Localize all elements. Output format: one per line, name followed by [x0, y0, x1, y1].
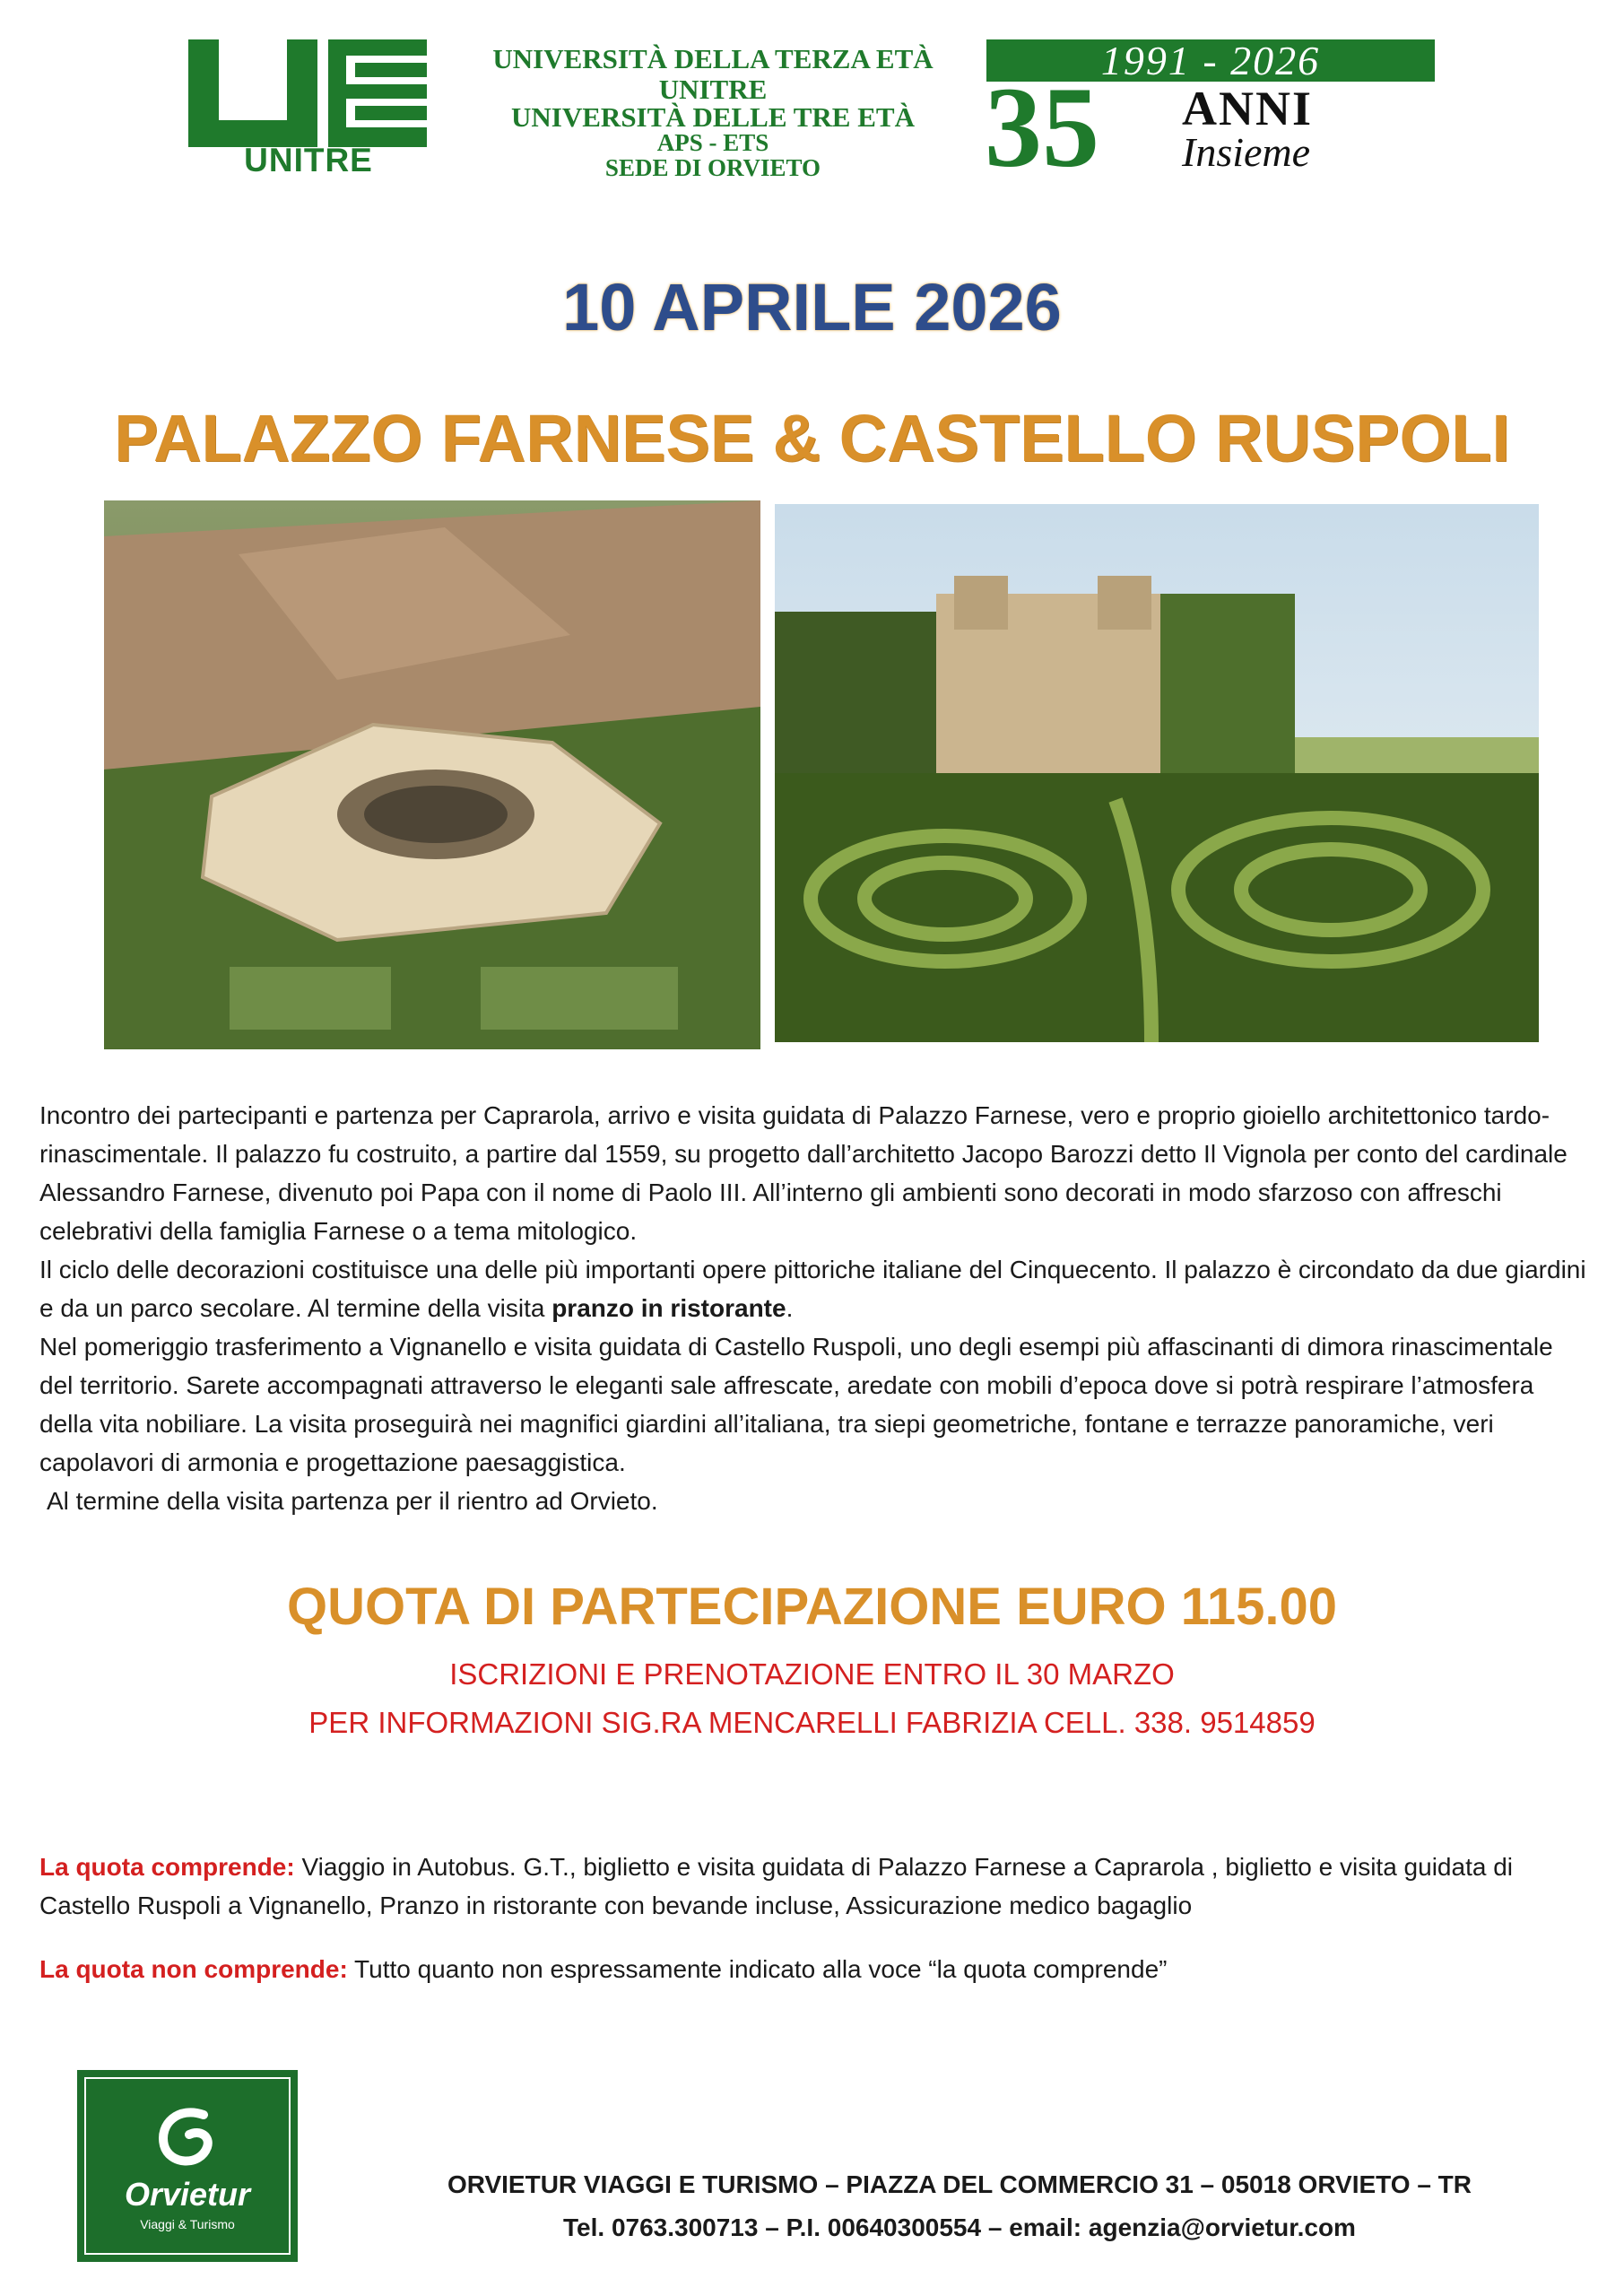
- org-line-2: UNITRE: [658, 74, 768, 105]
- orvietur-name: Orvietur: [124, 2176, 251, 2213]
- palazzo-farnese-photo: [104, 500, 760, 1049]
- participation-fee: QUOTA DI PARTECIPAZIONE EURO 115.00: [287, 1578, 1337, 1636]
- description-para-4: Al termine della visita partenza per il rientro ad Orvieto.: [47, 1487, 658, 1515]
- description-para-2-text: Il ciclo delle decorazioni costituisce una delle più importanti opere pittoriche italiane del Cinquecento. Il palazzo è circondato da due giardini e da un parco secolare. Al termine della visita: [39, 1256, 1586, 1322]
- registration-deadline: ISCRIZIONI E PRENOTAZIONE ENTRO IL 30 MARZO: [449, 1657, 1175, 1691]
- excludes-label: La quota non comprende:: [39, 1955, 348, 1983]
- org-line-4: APS - ETS: [656, 129, 769, 156]
- orvietur-tagline: Viaggi & Turismo: [140, 2217, 235, 2231]
- description-para-3: Nel pomeriggio trasferimento a Vignanello e visita guidata di Castello Ruspoli, uno degli esempi più affascinanti di dimora rinascimentale del territorio. Sarete accompagnati attraverso le eleganti sale affrescate, aredate con mobili d’epoca dove si potrà respirare l’atmosfera della vita nobiliare. La visita proseguirà nei magnifici giardini all’italiana, tra siepi geometriche, fontane e terrazze panoramiche, veri capolavori di armonia e progettazione paesaggistica.: [39, 1333, 1553, 1476]
- description-para-2: [39, 1250, 1591, 1327]
- org-line-1: UNIVERSITÀ DELLA TERZA ETÀ: [492, 43, 934, 74]
- excludes-section: [39, 1950, 1591, 1988]
- unitre-wordmark: UNITRE: [244, 142, 373, 178]
- anniversary-years: 1991 - 2026: [986, 39, 1435, 82]
- includes-section: [39, 1848, 1591, 1925]
- event-description: [39, 1096, 1591, 1520]
- org-line-3: UNIVERSITÀ DELLE TRE ETÀ: [511, 101, 915, 133]
- anniversary-anni: ANNI: [1182, 82, 1314, 135]
- includes-text: Viaggio in Autobus. G.T., biglietto e visita guidata di Palazzo Farnese a Caprarola , biglietto e visita guidata di Castello Ruspoli a Vignanello, Pranzo in ristorante con bevande incluse, Assicurazione medico bagaglio: [39, 1853, 1513, 1919]
- orvietur-swirl-icon: [152, 2102, 223, 2174]
- agency-address: ORVIETUR VIAGGI E TURISMO – PIAZZA DEL COMMERCIO 31 – 05018 ORVIETO – TR: [447, 2170, 1472, 2198]
- agency-contacts: Tel. 0763.300713 – P.I. 00640300554 – email: agenzia@orvietur.com: [563, 2213, 1356, 2241]
- includes-label: La quota comprende:: [39, 1853, 295, 1881]
- event-title: PALAZZO FARNESE & CASTELLO RUSPOLI: [114, 401, 1510, 475]
- description-para-1: Incontro dei partecipanti e partenza per Caprarola, arrivo e visita guidata di Palazzo Farnese, vero e proprio gioiello architettonico tardo-rinascimentale. Il palazzo fu costruito, a partire dal 1559, su progetto dall’architetto Jacopo Barozzi detto Il Vignola per conto del cardinale Alessandro Farnese, divenuto poi Papa con il nome di Paolo III. All’interno gli ambienti sono decorati in modo sfarzoso con affreschi celebrativi della famiglia Farnese o a tema mitologico.: [39, 1101, 1568, 1245]
- orvietur-logo: [77, 2070, 298, 2262]
- anniversary-number: 35: [985, 64, 1099, 191]
- excludes-text: Tutto quanto non espressamente indicato alla voce “la quota comprende”: [347, 1955, 1168, 1983]
- contact-info: PER INFORMAZIONI SIG.RA MENCARELLI FABRIZIA CELL. 338. 9514859: [308, 1706, 1316, 1739]
- castello-ruspoli-photo: [775, 504, 1539, 1042]
- event-date: 10 APRILE 2026: [562, 270, 1062, 344]
- description-period: .: [786, 1294, 794, 1322]
- description-lunch: pranzo in ristorante: [551, 1294, 786, 1322]
- anniversary-insieme: Insieme: [1182, 129, 1311, 175]
- org-line-5: SEDE DI ORVIETO: [604, 154, 821, 181]
